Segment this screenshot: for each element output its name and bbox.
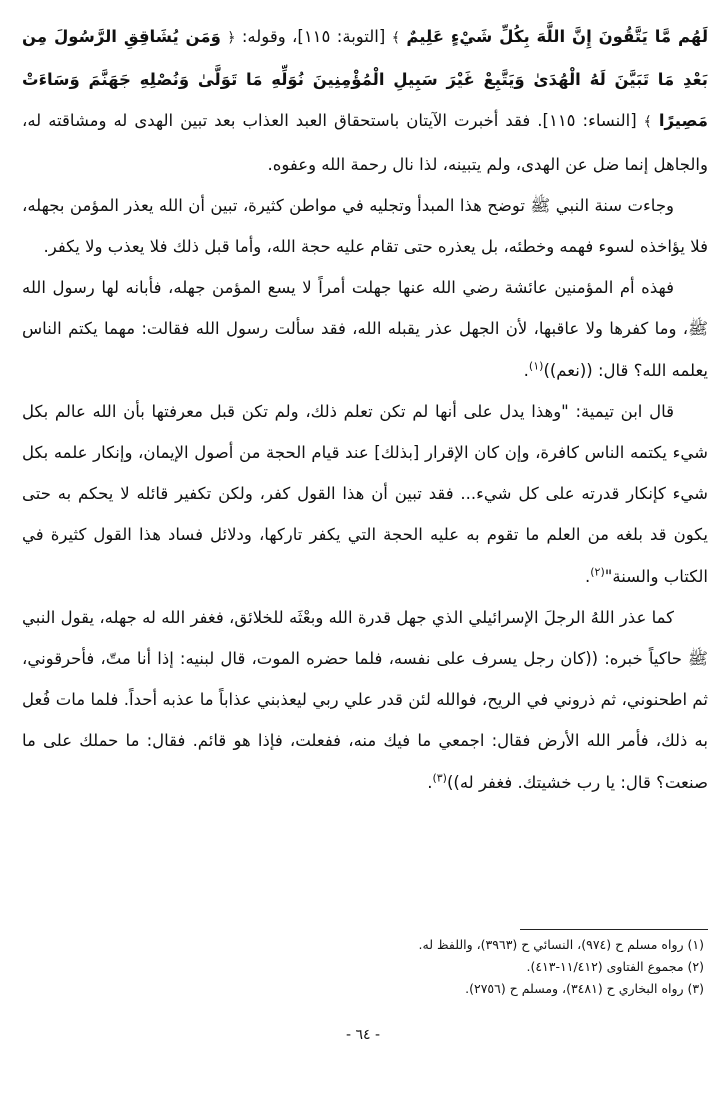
quran-verse-2: وَمَن يُشَاقِقِ الرَّسُولَ مِن بَعْدِ مَا تَبَيَّنَ لَهُ الْهُدَىٰ وَيَتَّبِعْ غَيْرَ سَبِيلِ الْمُؤْمِنِينَ نُوَلِّهِ مَا تَوَلَّىٰ وَنُصْلِهِ جَهَنَّمَ وَسَاءَتْ مَصِيرًا (22, 27, 708, 131)
footnote-item: (١) رواه مسلم ح (٩٧٤)، النسائي ح (٣٩٦٣)، واللفظ له. (418, 937, 704, 952)
footnote-item: (٢) مجموع الفتاوى (١١/٤١٢-٤١٣). (526, 959, 704, 974)
footnote-item: (٣) رواه البخاري ح (٣٤٨١)، ومسلم ح (٢٧٥٦). (465, 981, 704, 996)
verse-reference-1: [التوبة: ١١٥]، وقوله: (241, 27, 386, 46)
paragraph-text: فقد أخبرت الآيتان باستحقاق العبد العذاب بعد تبين الهدى له ومشاقته له، والجاهل إنما ضل عن الهدى، ولم يتبينه، لذا نال رحمة الله وعفوه. (22, 111, 708, 174)
paragraph-israeli-man: كما عذر اللهُ الرجلَ الإسرائيلي الذي جهل قدرة الله وبعْثَه للخلائق، فغفر الله له جهله، يقول النبي ﷺ حاكياً خبره: ((كان رجل يسرف على نفسه، فلما حضره الموت، قال لبنيه: إذا أنا متّ، فأحرقوني، ثم اطحنوني، ثم ذروني في الريح، فوالله لئن قدر علي ربي ليعذبني عذاباً ما عذبه أحداً. فلما مات فُعل به ذلك، فأمر الله الأرض فقال: اجمعي ما فيك منه، ففعلت، فإذا هو قائم. فقال: ما حملك على ما صنعت؟ قال: يا رب خشيتك. فغفر له))$^{(٣)}$. (22, 607, 708, 792)
footnote-divider (520, 929, 708, 930)
page-number: - ٦٤ - (345, 1027, 381, 1043)
paragraph-ibn-taymiyyah: قال ابن تيمية: "وهذا يدل على أنها لم تكن تعلم ذلك، ولم تكن قبل معرفتها بأن الله عالم بكل شيء يكتمه الناس كافرة، وإن كان الإقرار [بذلك] عند قيام الحجة من أصول الإيمان، وإنكار علمه بكل شيء كإنكار قدرته على كل شيء... فقد تبين أن هذا القول كفر، ولكن تكفير قائله لا يحكم به حتى يكون قد بلغه من العلم ما تقوم به عليه الحجة التي يكفر تاركها، ودلائل فساد هذا القول كثيرة في الكتاب والسنة"$^{(٢)}$. (22, 401, 708, 586)
quran-verse-1: لَهُم مَّا يَتَّقُونَ إِنَّ اللَّهَ بِكُلِّ شَيْءٍ عَلِيمٌ (406, 27, 709, 46)
ornate-bracket-open: ﴿ (227, 30, 236, 46)
paragraph-sunnah: وجاءت سنة النبي ﷺ توضح هذا المبدأ وتجليه في مواطن كثيرة، تبين أن الله يعذر المؤمن بجهله، فلا يؤاخذه لسوء فهمه وخطئه، بل يعذره حتى تقام عليه حجة الله، وأما قبل ذلك فلا يعذب ولا يكفر. (22, 195, 708, 257)
paragraph-verses (22, 16, 708, 185)
paragraph-text: كما عذر اللهُ الرجلَ الإسرائيلي الذي جهل قدرة الله وبعْثَه للخلائق، فغفر الله له جهله، يقول النبي ﷺ حاكياً خبره: ((كان رجل يسرف على نفسه، فلما حضره الموت، قال لبنيه: إذا أنا متّ، فأحرقوني، ثم اطحنوني، ثم ذروني في الريح، فوالله لئن قدر علي ربي ليعذبني عذاباً ما عذبه أحداً. فلما مات فُعل به ذلك، فأمر الله الأرض فقال: اجمعي ما فيك منه، ففعلت، فإذا هو قائم. فقال: ما حملك على ما صنعت؟ قال: يا رب خشيتك. فغفر له)) (22, 607, 708, 792)
ornate-bracket-close: ﴾ (643, 114, 652, 131)
ornate-bracket-close: ﴾ (391, 30, 400, 46)
footnote-marker: (٣) (432, 771, 447, 785)
paragraph-aisha: فهذه أم المؤمنين عائشة رضي الله عنها جهلت أمراً لا يسع المؤمن جهله، فأبانه لها رسول الله ﷺ، وما كفرها ولا عاقبها، لأن الجهل عذر يقبله الله، فقد سألت رسول الله فقالت: مهما يكتم الناس يعلمه الله؟ قال: ((نعم))$^{(١)}$. (22, 278, 708, 380)
paragraph-text: فهذه أم المؤمنين عائشة رضي الله عنها جهلت أمراً لا يسع المؤمن جهله، فأبانه لها رسول الله ﷺ، وما كفرها ولا عاقبها، لأن الجهل عذر يقبله الله، فقد سألت رسول الله فقالت: مهما يكتم الناس يعلمه الله؟ قال: ((نعم)) (22, 278, 708, 380)
footnotes (22, 934, 704, 1000)
paragraph-text: قال ابن تيمية: "وهذا يدل على أنها لم تكن تعلم ذلك، ولم تكن قبل معرفتها بأن الله عالم بكل شيء يكتمه الناس كافرة، وإن كان الإقرار [بذلك] عند قيام الحجة من أصول الإيمان، وإنكار علمه بكل شيء كإنكار قدرته على كل شيء... فقد تبين أن هذا القول كفر، ولكن تكفير قائله لا يحكم به حتى يكون قد بلغه من العلم ما تقوم به عليه الحجة التي يكفر تاركها، ودلائل فساد هذا القول كثيرة في الكتاب والسنة" (22, 401, 708, 586)
footnote-marker: (٢) (590, 565, 605, 579)
verse-reference-2: [النساء: ١١٥]. (537, 111, 637, 131)
body-text (22, 16, 708, 803)
footnote-marker: (١) (528, 359, 544, 373)
